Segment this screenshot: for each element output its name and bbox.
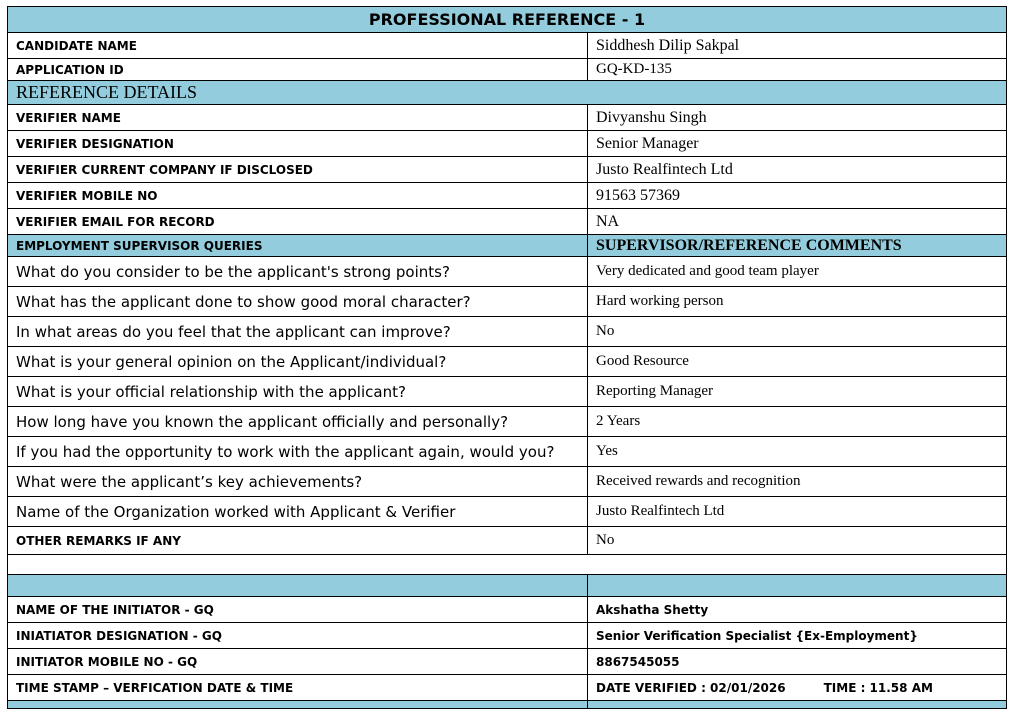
blank-row — [8, 555, 1007, 575]
initiator-mobile-label: INITIATOR MOBILE NO - GQ — [8, 649, 588, 675]
queries-header-row — [8, 235, 1007, 257]
application-id-value: GQ-KD-135 — [588, 59, 1007, 81]
verifier-email-label: VERIFIER EMAIL FOR RECORD — [8, 209, 588, 235]
verifier-designation-label: VERIFIER DESIGNATION — [8, 131, 588, 157]
query-question: What do you consider to be the applicant's strong points? — [8, 257, 588, 287]
query-row — [8, 347, 1007, 377]
initiator-mobile-row — [8, 649, 1007, 675]
page-title: PROFESSIONAL REFERENCE - 1 — [8, 7, 1007, 33]
query-question: In what areas do you feel that the applicant can improve? — [8, 317, 588, 347]
timestamp-row — [8, 675, 1007, 701]
verifier-name-row — [8, 105, 1007, 131]
footer-strip-left — [8, 701, 588, 709]
verifier-email-row — [8, 209, 1007, 235]
verifier-mobile-value: 91563 57369 — [588, 183, 1007, 209]
candidate-name-row — [8, 33, 1007, 59]
query-answer: Good Resource — [588, 347, 1007, 377]
date-verified: DATE VERIFIED : 02/01/2026 — [596, 680, 786, 695]
verifier-mobile-label: VERIFIER MOBILE NO — [8, 183, 588, 209]
query-answer: Very dedicated and good team player — [588, 257, 1007, 287]
query-answer: No — [588, 317, 1007, 347]
query-row — [8, 407, 1007, 437]
initiator-header-left — [8, 575, 588, 597]
queries-right-header: SUPERVISOR/REFERENCE COMMENTS — [588, 235, 1007, 257]
verifier-company-label: VERIFIER CURRENT COMPANY IF DISCLOSED — [8, 157, 588, 183]
verifier-name-value: Divyanshu Singh — [588, 105, 1007, 131]
reference-form-table — [7, 6, 1007, 709]
candidate-name-label: CANDIDATE NAME — [8, 33, 588, 59]
query-question: What is your official relationship with the applicant? — [8, 377, 588, 407]
query-row — [8, 287, 1007, 317]
verifier-mobile-row — [8, 183, 1007, 209]
query-question: Name of the Organization worked with Applicant & Verifier — [8, 497, 588, 527]
initiator-designation-value: Senior Verification Specialist {Ex-Employment} — [588, 623, 1007, 649]
query-question: What is your general opinion on the Applicant/individual? — [8, 347, 588, 377]
queries-left-header: EMPLOYMENT SUPERVISOR QUERIES — [8, 235, 588, 257]
query-question: What were the applicant’s key achievements? — [8, 467, 588, 497]
initiator-header-row — [8, 575, 1007, 597]
remarks-value: No — [588, 527, 1007, 555]
timestamp-value — [588, 675, 1007, 701]
time-verified: TIME : 11.58 AM — [823, 680, 933, 695]
verifier-designation-value: Senior Manager — [588, 131, 1007, 157]
application-id-row — [8, 59, 1007, 81]
query-question: How long have you known the applicant officially and personally? — [8, 407, 588, 437]
timestamp-label: TIME STAMP – VERFICATION DATE & TIME — [8, 675, 588, 701]
query-answer: Hard working person — [588, 287, 1007, 317]
initiator-mobile-value: 8867545055 — [588, 649, 1007, 675]
reference-details-heading: REFERENCE DETAILS — [8, 81, 1007, 105]
verifier-company-value: Justo Realfintech Ltd — [588, 157, 1007, 183]
verifier-company-row — [8, 157, 1007, 183]
query-row — [8, 437, 1007, 467]
query-row — [8, 317, 1007, 347]
verifier-name-label: VERIFIER NAME — [8, 105, 588, 131]
query-row — [8, 377, 1007, 407]
blank-cell — [8, 555, 1007, 575]
initiator-designation-row — [8, 623, 1007, 649]
initiator-name-value: Akshatha Shetty — [588, 597, 1007, 623]
query-row — [8, 467, 1007, 497]
query-question: What has the applicant done to show good moral character? — [8, 287, 588, 317]
query-answer: Received rewards and recognition — [588, 467, 1007, 497]
initiator-header-right — [588, 575, 1007, 597]
footer-strip-row — [8, 701, 1007, 709]
query-answer: Justo Realfintech Ltd — [588, 497, 1007, 527]
query-question: If you had the opportunity to work with the applicant again, would you? — [8, 437, 588, 467]
application-id-label: APPLICATION ID — [8, 59, 588, 81]
initiator-name-label: NAME OF THE INITIATOR - GQ — [8, 597, 588, 623]
query-row — [8, 257, 1007, 287]
initiator-designation-label: INIATIATOR DESIGNATION - GQ — [8, 623, 588, 649]
footer-strip-right — [588, 701, 1007, 709]
query-answer: 2 Years — [588, 407, 1007, 437]
candidate-name-value: Siddhesh Dilip Sakpal — [588, 33, 1007, 59]
remarks-label: OTHER REMARKS IF ANY — [8, 527, 588, 555]
query-answer: Reporting Manager — [588, 377, 1007, 407]
verifier-email-value: NA — [588, 209, 1007, 235]
verifier-designation-row — [8, 131, 1007, 157]
remarks-row — [8, 527, 1007, 555]
query-answer: Yes — [588, 437, 1007, 467]
query-row — [8, 497, 1007, 527]
initiator-name-row — [8, 597, 1007, 623]
